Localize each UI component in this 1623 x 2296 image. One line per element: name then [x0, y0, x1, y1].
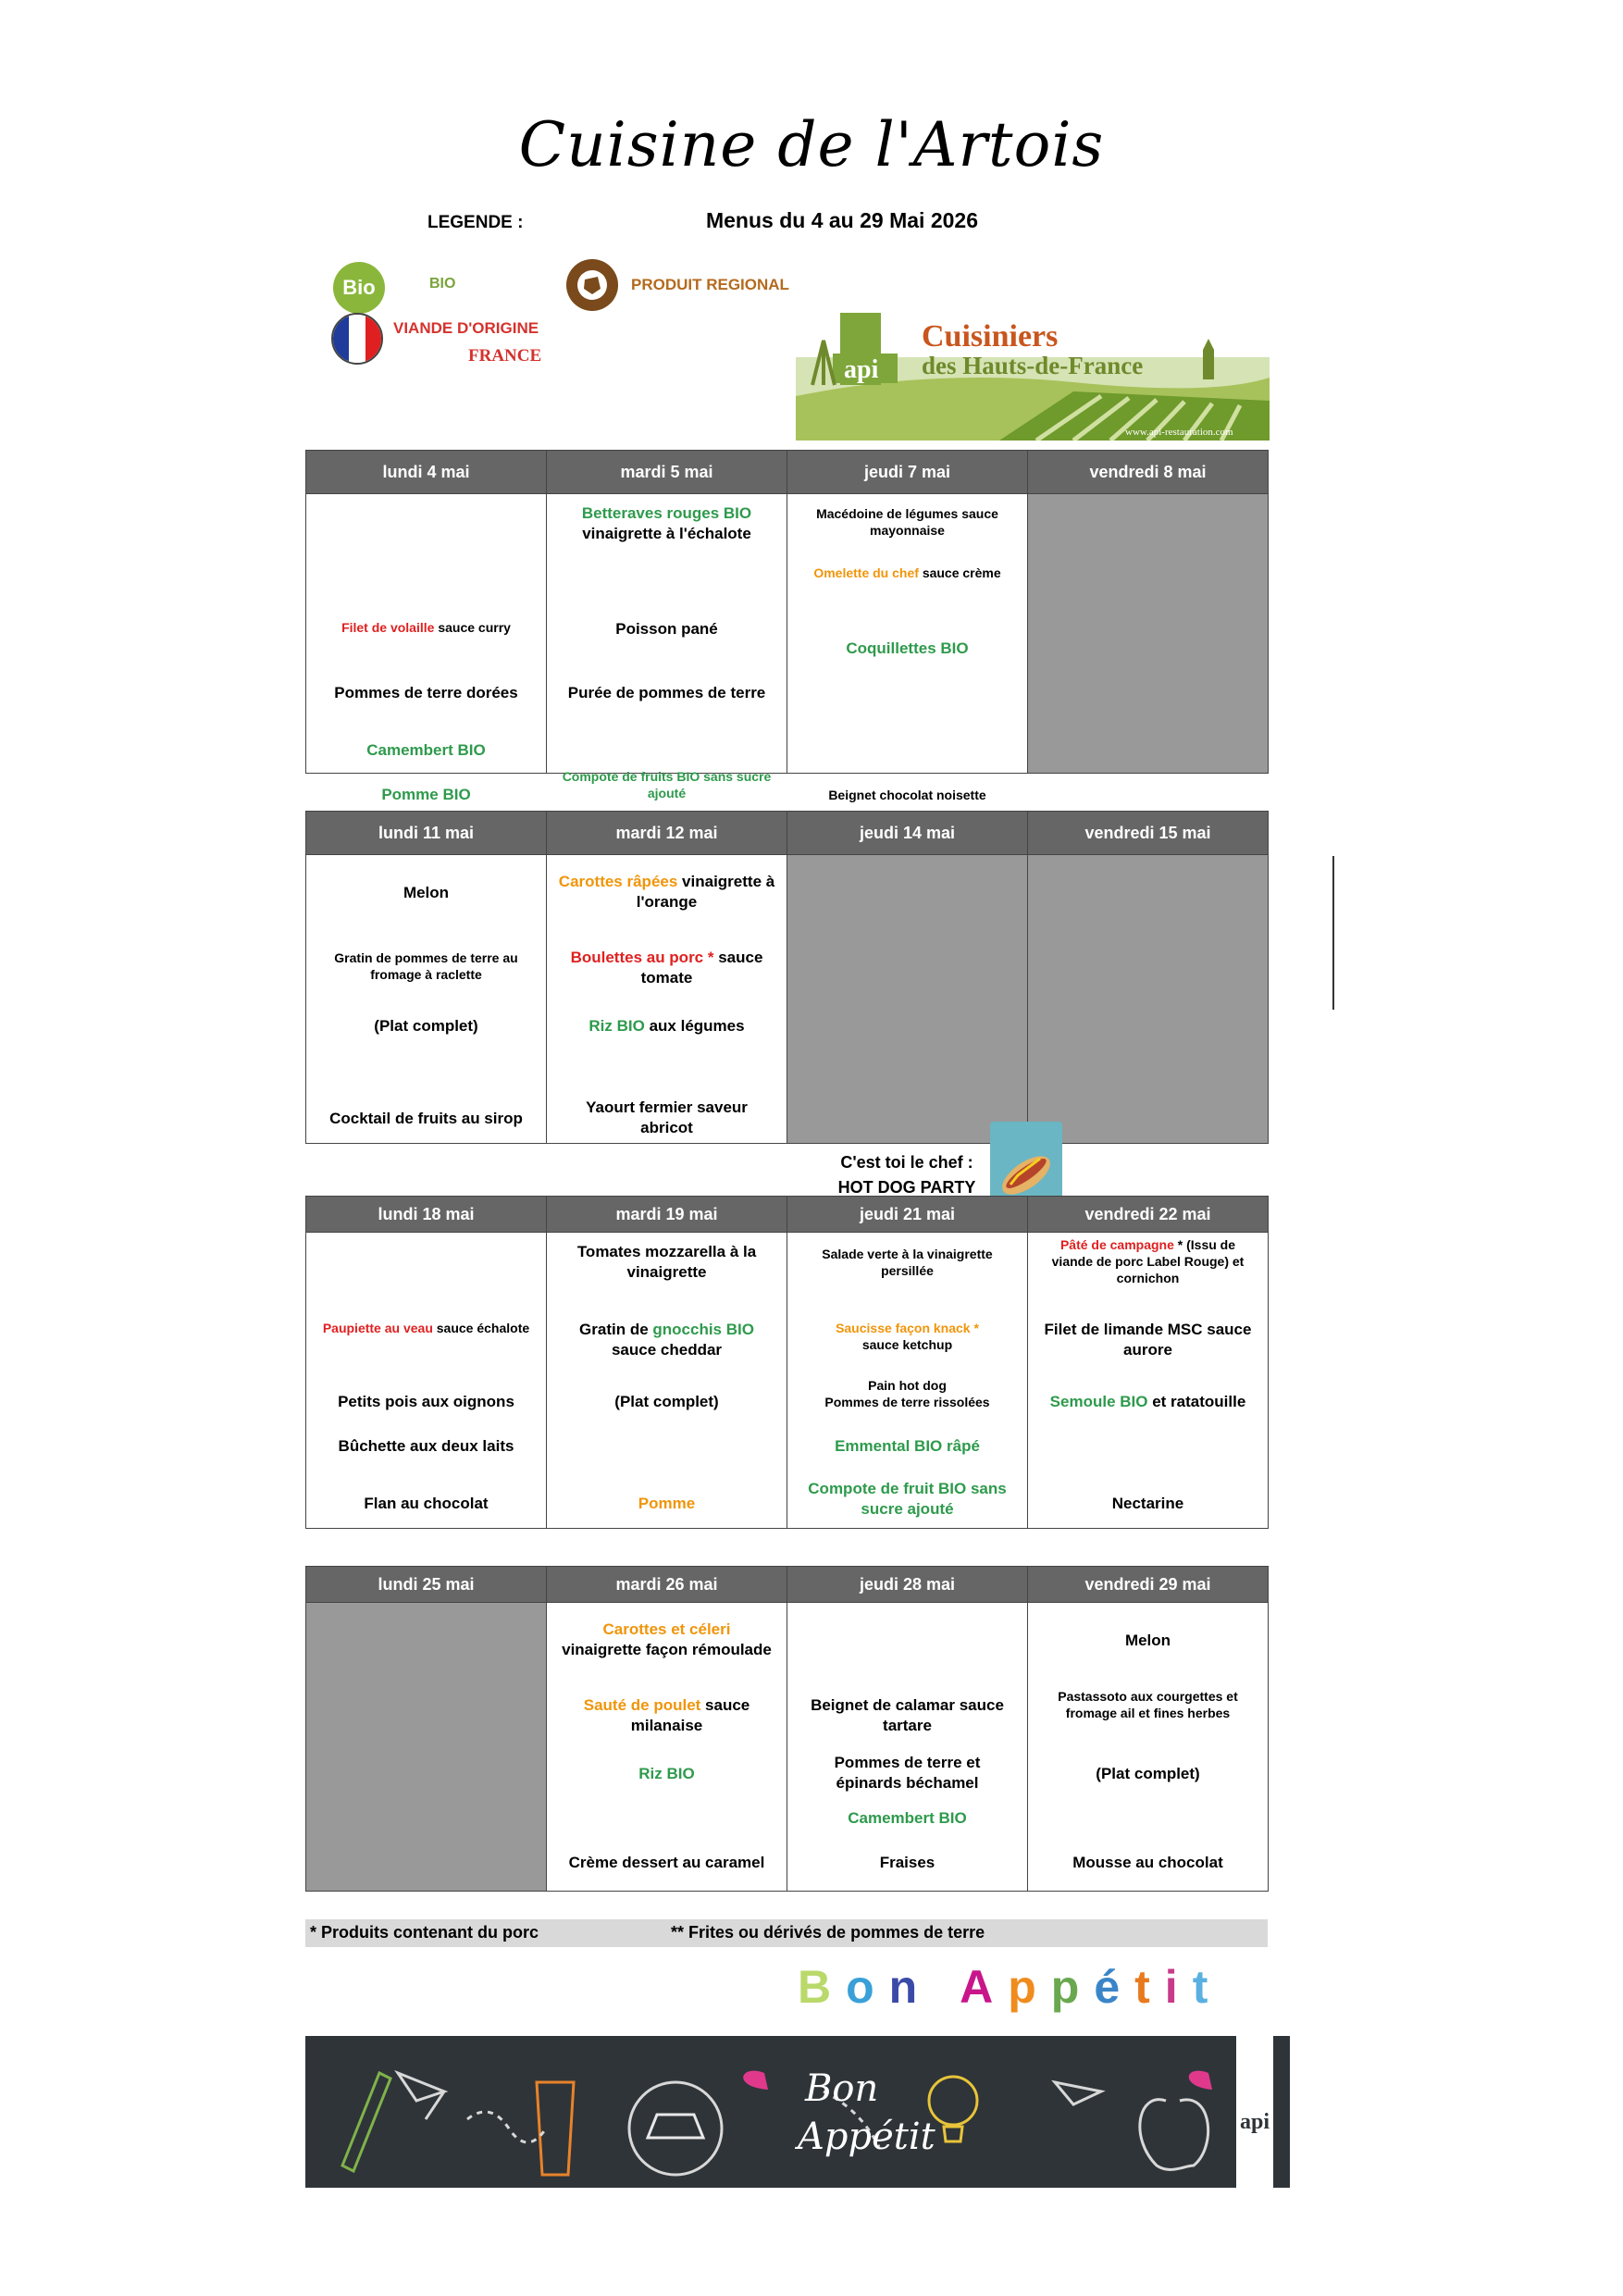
menu-item: Fraises [879, 1854, 935, 1871]
day-menu [787, 1233, 1028, 1529]
menu-item [306, 1320, 546, 1336]
menu-item-part: Sauté de poulet [583, 1696, 701, 1714]
menu-week-3 [305, 1196, 1269, 1529]
banner-line2: des Hauts-de-France [922, 352, 1144, 379]
menu-item [547, 1620, 787, 1660]
bon-appetit-letter: t [1192, 1961, 1223, 2013]
day-menu [547, 1603, 787, 1892]
chalk-bon: Bon [805, 2067, 879, 2110]
day-closed [1028, 494, 1269, 774]
menu-item: Pomme [638, 1495, 696, 1512]
menu-item: Mousse au chocolat [1072, 1854, 1223, 1871]
menu-item-part: Omelette du chef [813, 565, 919, 580]
menu-item-part: Riz BIO [588, 1017, 645, 1035]
menu-item [547, 1695, 787, 1736]
bon-appetit-letter [932, 1961, 960, 2013]
divider-line [1332, 856, 1334, 1010]
day-menu [306, 855, 547, 1144]
bon-appetit-letter: n [888, 1961, 933, 2013]
paper-plane-icon [398, 2073, 444, 2119]
paper-plane-icon-2 [1055, 2082, 1101, 2104]
menu-item-part: sauce cheddar [611, 1341, 723, 1359]
footnote-potato: ** Frites ou dérivés de pommes de terre [671, 1923, 985, 1942]
day-menu [547, 1233, 787, 1529]
bon-appetit-letter: p [1050, 1961, 1095, 2013]
menu-item: Salade verte à la vinaigrette persillée [822, 1247, 993, 1278]
menu-item-part: sauce curry [438, 620, 511, 635]
menu-item-part: sauce milanaise [630, 1696, 750, 1734]
menu-item [1028, 1236, 1268, 1286]
menu-item-part: Pâté de campagne [1059, 1237, 1174, 1252]
day-header: mardi 26 mai [547, 1567, 787, 1603]
menu-item [547, 503, 787, 544]
menu-item [787, 565, 1027, 581]
apple-icon [1140, 2100, 1208, 2170]
menu-item-part: sauce crème [922, 565, 1001, 580]
day-header: lundi 4 mai [306, 451, 547, 494]
day-menu [547, 494, 787, 800]
day-header: mardi 12 mai [547, 812, 787, 855]
menu-item: Pommes de terre et épinards béchamel [834, 1754, 981, 1792]
menu-item [547, 1016, 787, 1036]
heart-icon-2 [1189, 2071, 1212, 2090]
legend-label: LEGENDE : [427, 213, 524, 232]
menu-item-part: Pommes de terre rissolées [824, 1395, 990, 1409]
menu-item: Tomates mozzarella à la vinaigrette [576, 1243, 757, 1281]
bon-appetit-letter: B [798, 1961, 847, 2013]
chef-theme-line2: HOT DOG PARTY [837, 1178, 976, 1197]
light-bulb-icon [929, 2077, 977, 2125]
menu-item: Bûchette aux deux laits [338, 1437, 514, 1455]
banner-api: api [844, 355, 879, 384]
pencil-icon [342, 2073, 390, 2171]
menu-item-part: Carottes et céleri [602, 1620, 731, 1638]
menu-item: Emmental BIO râpé [835, 1437, 980, 1455]
chalk-appetit: Appétit [798, 2116, 935, 2158]
day-header: lundi 18 mai [306, 1197, 547, 1233]
day-header: lundi 25 mai [306, 1567, 547, 1603]
menu-item: Pommes de terre dorées [334, 684, 518, 701]
bon-appetit-letter: p [1008, 1961, 1051, 2013]
menu-item: Gratin de pommes de terre au fromage à raclette [334, 950, 518, 982]
menu-item: Melon [403, 884, 450, 901]
legend-origin-line2: FRANCE [468, 346, 542, 366]
day-closed [1028, 855, 1269, 1144]
bon-appetit-letter: A [960, 1961, 1009, 2013]
day-header: jeudi 7 mai [787, 451, 1028, 494]
menu-item-part: Semoule BIO [1049, 1393, 1148, 1410]
chef-theme-line1: C'est toi le chef : [840, 1153, 973, 1172]
menu-item-part: aux légumes [649, 1017, 745, 1035]
drink-glass-icon [537, 2082, 574, 2175]
day-header: jeudi 21 mai [787, 1197, 1028, 1233]
day-header: jeudi 28 mai [787, 1567, 1028, 1603]
menu-item: Flan au chocolat [364, 1495, 489, 1512]
menu-item-part: gnocchis BIO [652, 1321, 754, 1338]
menu-item: Beignet de calamar sauce tartare [811, 1696, 1004, 1734]
menu-item: Cocktail de fruits au sirop [329, 1110, 523, 1127]
menu-item: Camembert BIO [366, 741, 486, 759]
day-closed [787, 855, 1028, 1144]
legend-bio: BIO [429, 276, 456, 292]
menu-item [787, 1320, 1027, 1353]
menu-item: (Plat complet) [614, 1393, 719, 1410]
day-menu [1028, 1603, 1269, 1892]
menu-item: Macédoine de légumes sauce mayonnaise [816, 506, 998, 538]
bon-appetit-letter: i [1164, 1961, 1193, 2013]
menu-item: Filet de limande MSC sauce aurore [1044, 1321, 1252, 1359]
menu-item-part: Filet de volaille [341, 620, 435, 635]
api-cuisiniers-banner [796, 313, 1270, 441]
menu-item: Coquillettes BIO [846, 639, 969, 657]
menu-item-part: vinaigrette façon rémoulade [562, 1641, 772, 1658]
day-menu [306, 1233, 547, 1529]
day-header: jeudi 14 mai [787, 812, 1028, 855]
menu-item-part: Gratin de [579, 1321, 649, 1338]
legend-origin-line1: VIANDE D'ORIGINE [393, 319, 539, 337]
menu-item [1028, 1392, 1268, 1412]
menu-item: Purée de pommes de terre [567, 684, 766, 701]
bio-logo-icon: Bio [333, 262, 385, 314]
menu-item-part: sauce tomate [640, 949, 763, 987]
menu-item-part: Pain hot dog [868, 1378, 947, 1393]
legend-regional: PRODUIT REGIONAL [631, 276, 789, 293]
menu-item-part: vinaigrette à l'échalote [582, 525, 751, 542]
menu-item-part: Saucisse façon knack * [836, 1321, 979, 1335]
menu-item [787, 1377, 1027, 1410]
menu-item: Camembert BIO [848, 1809, 967, 1827]
menu-item [547, 948, 787, 988]
cake-icon [629, 2082, 722, 2175]
day-header: vendredi 29 mai [1028, 1567, 1269, 1603]
menu-item: Compote de fruit BIO sans sucre ajouté [808, 1480, 1007, 1518]
menu-item-part: Boulettes au porc * [570, 949, 714, 966]
menu-item: Nectarine [1111, 1495, 1184, 1512]
menu-item: Yaourt fermier saveur abricot [586, 1098, 748, 1136]
footnote-pork: * Produits contenant du porc [310, 1923, 539, 1942]
menu-week-4 [305, 1566, 1269, 1892]
day-header: vendredi 8 mai [1028, 451, 1269, 494]
menu-item: Crème dessert au caramel [568, 1854, 765, 1871]
day-menu [306, 494, 547, 803]
menu-item: Poisson pané [615, 620, 718, 638]
bon-appetit-letter: o [846, 1961, 889, 2013]
bon-appetit-letter: é [1094, 1961, 1135, 2013]
day-closed [306, 1603, 547, 1892]
menu-item-part: et ratatouille [1152, 1393, 1246, 1410]
day-menu [787, 1603, 1028, 1892]
menu-item-part: sauce ketchup [861, 1337, 953, 1352]
menu-item-part: Paupiette au veau [322, 1321, 433, 1335]
day-header: mardi 5 mai [547, 451, 787, 494]
page-title: Cuisine de l'Artois [518, 109, 1105, 180]
menu-item: Petits pois aux oignons [338, 1393, 514, 1410]
bon-appetit-letter: t [1134, 1961, 1165, 2013]
day-header: lundi 11 mai [306, 812, 547, 855]
menu-item: Compote de fruits BIO sans sucre ajouté [562, 769, 772, 800]
menu-item: Riz BIO [638, 1765, 695, 1782]
menu-item-part: vinaigrette à l'orange [636, 873, 775, 911]
banner-url: www.api-restauration.com [1125, 427, 1233, 438]
menu-item: Pastassoto aux courgettes et fromage ail et fines herbes [1058, 1689, 1238, 1720]
menu-item-part: sauce échalote [436, 1321, 530, 1335]
menu-item [306, 619, 546, 636]
heart-icon [743, 2071, 768, 2090]
bon-appetit-heading [798, 1960, 1222, 2014]
france-flag-icon [331, 313, 383, 365]
menu-item: (Plat complet) [1096, 1765, 1200, 1782]
day-menu [1028, 1233, 1269, 1529]
day-menu [787, 494, 1028, 802]
banner-line1: Cuisiniers [922, 319, 1059, 354]
menu-period: Menus du 4 au 29 Mai 2026 [705, 208, 978, 232]
menu-item [547, 872, 787, 912]
chalk-api-logo: api [1240, 2110, 1270, 2134]
menu-item: Melon [1124, 1632, 1171, 1649]
day-header: vendredi 22 mai [1028, 1197, 1269, 1233]
day-menu [547, 855, 787, 1144]
menu-item: Beignet chocolat noisette [828, 788, 986, 802]
chef-theme [814, 1150, 999, 1200]
menu-item-part: * (Issu de viande de porc Label Rouge) et cornichon [1051, 1237, 1245, 1285]
menu-item: (Plat complet) [374, 1017, 478, 1035]
day-header: mardi 19 mai [547, 1197, 787, 1233]
regional-product-icon [566, 259, 618, 311]
menu-item [547, 1320, 787, 1360]
chalkboard-banner [305, 2036, 1290, 2188]
menu-item-part: Carottes râpées [558, 873, 678, 890]
menu-item: Pomme BIO [381, 786, 471, 803]
day-header: vendredi 15 mai [1028, 812, 1269, 855]
menu-week-2 [305, 811, 1269, 1144]
menu-week-1 [305, 450, 1269, 803]
menu-item-part: Betteraves rouges BIO [581, 504, 752, 522]
